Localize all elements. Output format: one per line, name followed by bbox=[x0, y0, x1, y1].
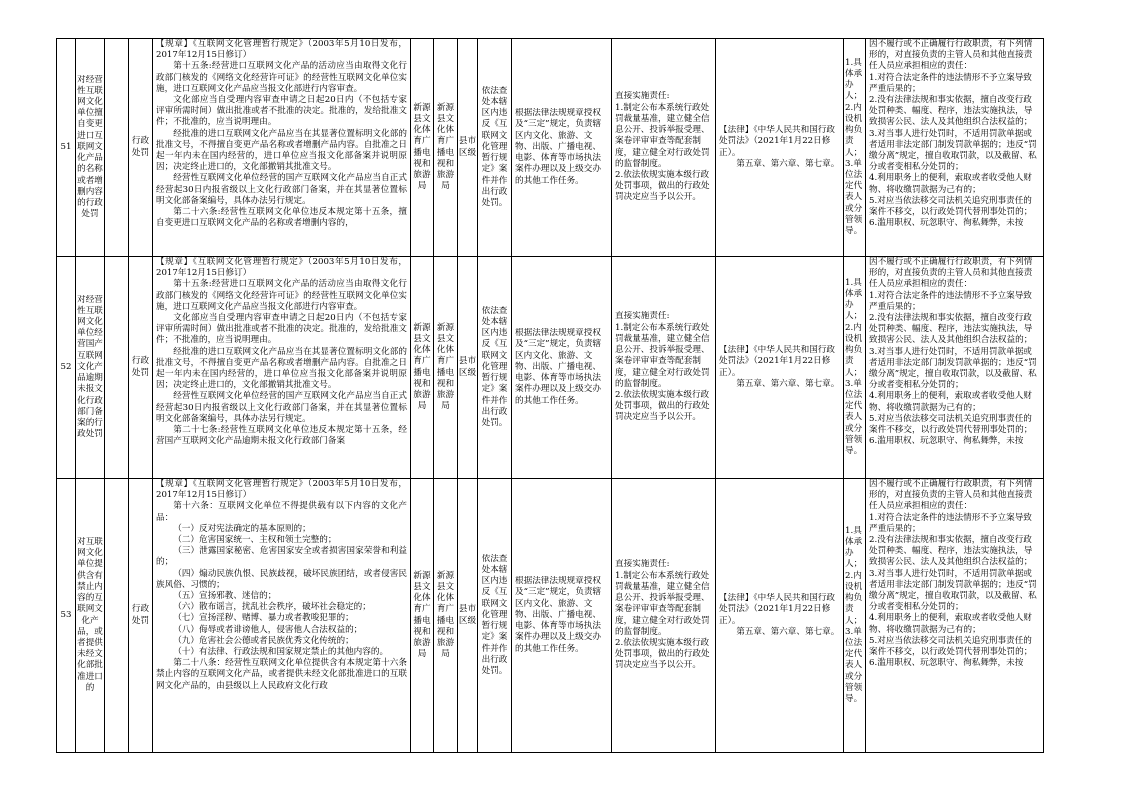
row-number: 52 bbox=[57, 257, 76, 479]
accountability-line: 因不履行或不正确履行行政职责，有下列情形的，对直接负责的主管人员和其他直接责任人员应承担相应的责任： bbox=[869, 39, 1033, 72]
law-title: 【法律】《中华人民共和国行政处罚法》（2021年1月22日修正）。 bbox=[719, 345, 836, 378]
sub-item-cell bbox=[105, 479, 129, 753]
duty-content: 根据法律法规规章授权及“三定”规定，负责辖区内文化、旅游、文物、出版、广播电视、电影、体育等市场执法案件办理以及上级交办的其他工作任务。 bbox=[512, 257, 612, 479]
accountability-line: 6.滥用职权、玩忽职守、徇私舞弊，未按 bbox=[869, 436, 1024, 447]
exercise-ground: 依法查处本辖区内违反《互联网文化管理暂行规定》案件并作出行政处罚。 bbox=[478, 257, 512, 479]
responsible-subject: 1.具体承办人；2.内设机构负责人；3.单位法定代表人或分管领导。 bbox=[844, 479, 866, 753]
responsibility-item: 2.依法依规实施本级行政处罚事项，做出的行政处罚决定应当予以公开。 bbox=[615, 169, 710, 203]
accountability-line: 6.滥用职权、玩忽职守、徇私舞弊，未按 bbox=[869, 658, 1024, 669]
accountability-line: 1.对符合法定条件的违法情形不予立案导致严重后果的； bbox=[869, 290, 1032, 312]
legal-basis-line: （四）煽动民族仇恨、民族歧视，破坏民族团结，或者侵害民族风俗、习惯的； bbox=[156, 568, 407, 590]
responsibility-item: 2.依法依规实施本级行政处罚事项，做出的行政处罚决定应当予以公开。 bbox=[615, 637, 710, 671]
legal-basis-line: （六）散布谣言，扰乱社会秩序，破坏社会稳定的； bbox=[173, 602, 371, 613]
law-title: 【法律】《中华人民共和国行政处罚法》（2021年1月22日修正）。 bbox=[719, 593, 836, 626]
accountability-line: 1.对符合法定条件的违法情形不予立案导致严重后果的； bbox=[869, 512, 1032, 534]
exercise-level: 县市区级 bbox=[458, 479, 478, 753]
implementing-department: 新源县文化体育广播电视和旅游局 bbox=[411, 257, 434, 479]
accountability-line: 5.对应当依法移交司法机关追究刑事责任的案件不移交，以行政处罚代替刑事处罚的； bbox=[869, 195, 1033, 218]
item-type: 行政处罚 bbox=[129, 39, 153, 257]
accountability-line: 因不履行或不正确履行行政职责，有下列情形的，对直接负责的主管人员和其他直接责任人员应承担相应的责任： bbox=[869, 257, 1033, 290]
legal-basis-line: 第二十八条：经营性互联网文化单位提供含有本规定第十六条禁止内容的互联网文化产品，或者提供未经文化部批准进口的互联网文化产品的，由县级以上人民政府文化行政 bbox=[156, 658, 407, 691]
legal-basis-line: 第十五条:经营进口互联网文化产品的活动应当由取得文化行政部门核发的《网络文化经营许可证》的经营性互联网文化单位实施，进口互联网文化产品应当报文化部进行内容审查。 bbox=[156, 61, 407, 94]
responsibility-matter bbox=[612, 479, 716, 753]
table-row bbox=[57, 257, 1044, 479]
legal-basis-line: （三）泄露国家秘密、危害国家安全或者损害国家荣誉和利益的； bbox=[156, 546, 407, 568]
responsibility-matter bbox=[612, 257, 716, 479]
sub-item-cell bbox=[105, 39, 129, 257]
item-name: 对经营性互联网文化单位擅自变更进口互联网文化产品的名称或者增删内容的行政处罚 bbox=[77, 74, 103, 220]
legal-basis-line: 【规章】《互联网文化管理暂行规定》（2003年5月10日发布，2017年12月15日修订） bbox=[156, 257, 407, 279]
legal-basis-line: 第十五条:经营进口互联网文化产品的活动应当由取得文化行政部门核发的《网络文化经营许可证》的经营性互联网文化单位实施，进口互联网文化产品应当报文化部进行内容审查。 bbox=[156, 279, 407, 312]
responsible-subject: 1.具体承办人；2.内设机构负责人；3.单位法定代表人或分管领导。 bbox=[844, 257, 866, 479]
law-chapters: 第五章、第六章、第七章。 bbox=[736, 378, 840, 389]
legal-basis-line: 经营性互联网文化单位经营的国产互联网文化产品应当自正式经营起30日内报省级以上文化行政部门备案，并在其显著位置标明文化部备案编号，具体办法另行规定。 bbox=[156, 173, 407, 206]
legal-basis-line: 【规章】《互联网文化管理暂行规定》（2003年5月10日发布，2017年12月15日修订） bbox=[156, 479, 407, 501]
item-name-cell bbox=[76, 257, 105, 479]
accountability-line: 2.没有法律法规和事实依据，擅自改变行政处罚种类、幅度、程序，违法实施执法，导致损害公民、法人及其他组织合法权益的； bbox=[869, 95, 1033, 128]
responsibility-item: 1.制定公布本系统行政处罚裁量基准，建立健全信息公开、投诉举报受理、案卷评审审查等配套制度，建立健全对行政处罚的监督制度。 bbox=[615, 570, 710, 637]
legal-basis-line: （十）有法律、行政法规和国家规定禁止的其他内容的。 bbox=[173, 647, 389, 658]
accountability-situation bbox=[866, 479, 1044, 753]
accountability-line: 4.利用职务上的便利，索取或者收受他人财物、将收缴罚款据为己有的； bbox=[869, 391, 1032, 413]
responsible-subject: 1.具体承办人；2.内设机构负责人；3.单位法定代表人或分管领导。 bbox=[844, 39, 866, 257]
table-row bbox=[57, 479, 1044, 753]
legal-basis-line: （七）宣扬淫秽、赌博、暴力或者教唆犯罪的； bbox=[173, 613, 354, 624]
responsibility-item: 1.制定公布本系统行政处罚裁量基准，建立健全信息公开、投诉举报受理、案卷评审审查等配套制度，建立健全对行政处罚的监督制度。 bbox=[615, 102, 710, 169]
legal-basis-line: （五）宣扬邪教、迷信的； bbox=[173, 591, 277, 602]
table-row bbox=[57, 39, 1044, 257]
exercise-level: 县市区级 bbox=[458, 257, 478, 479]
responsibility-title: 直接实施责任: bbox=[615, 559, 670, 570]
legal-basis-line: （二）危害国家统一、主权和领土完整的； bbox=[173, 535, 337, 546]
row-number: 53 bbox=[57, 479, 76, 753]
legal-basis-line: 经批准的进口互联网文化产品应当在其显著位置标明文化部的批准文号，不得擅自变更产品名称或者增删产品内容。自批准之日起一年内未在国内经营的，进口单位应当报文化部备案并说明原因；决定终止进口的，文化部撤销其批准文号。 bbox=[156, 128, 407, 173]
accountability-situation bbox=[866, 257, 1044, 479]
accountability-line: 2.没有法律法规和事实依据，擅自改变行政处罚种类、幅度、程序，违法实施执法，导致损害公民、法人及其他组织合法权益的； bbox=[869, 535, 1033, 568]
row-number: 51 bbox=[57, 39, 76, 257]
legal-basis-line: 第十六条：互联网文化单位不得提供载有以下内容的文化产品： bbox=[156, 501, 407, 523]
accountability-line: 2.没有法律法规和事实依据，擅自改变行政处罚种类、幅度、程序，违法实施执法，导致损害公民、法人及其他组织合法权益的； bbox=[869, 313, 1033, 346]
accountability-line: 6.滥用职权、玩忽职守、徇私舞弊，未按 bbox=[869, 218, 1024, 229]
item-name: 对互联网文化单位提供含有禁止内容的互联网文化产品，或者提供未经文化部批准进口的 bbox=[77, 537, 103, 693]
responsibility-title: 直接实施责任: bbox=[615, 311, 670, 322]
item-name-cell bbox=[76, 479, 105, 753]
item-type: 行政处罚 bbox=[129, 257, 153, 479]
accountability-line: 4.利用职务上的便利，索取或者收受他人财物、将收缴罚款据为己有的； bbox=[869, 173, 1032, 195]
legal-basis-line: 第二十六条:经营性互联网文化单位违反本规定第十五条，擅自变更进口互联网文化产品的名称或者增删内容的， bbox=[156, 207, 407, 229]
implementing-department: 新源县文化体育广播电视和旅游局 bbox=[411, 479, 434, 753]
responsible-department: 新源县文化体育广播电视和旅游局 bbox=[434, 257, 458, 479]
accountability-law bbox=[716, 257, 844, 479]
item-name-cell bbox=[76, 39, 105, 257]
responsibility-item: 1.制定公布本系统行政处罚裁量基准，建立健全信息公开、投诉举报受理、案卷评审审查等配套制度，建立健全对行政处罚的监督制度。 bbox=[615, 322, 710, 389]
exercise-ground: 依法查处本辖区内违反《互联网文化管理暂行规定》案件并作出行政处罚。 bbox=[478, 479, 512, 753]
legal-basis-cell bbox=[153, 479, 411, 753]
sub-item-cell bbox=[105, 257, 129, 479]
responsible-department: 新源县文化体育广播电视和旅游局 bbox=[434, 479, 458, 753]
exercise-level: 县市区级 bbox=[458, 39, 478, 257]
accountability-line: 5.对应当依法移交司法机关追究刑事责任的案件不移交，以行政处罚代替刑事处罚的； bbox=[869, 413, 1033, 436]
legal-basis-cell bbox=[153, 257, 411, 479]
accountability-line: 3.对当事人进行处罚时，不适用罚款单据或者适用非法定部门制发罚款单据的；违反“罚缴分离”规定，擅自收取罚款，以及截留、私分或者变相私分处罚的； bbox=[869, 128, 1037, 173]
responsibility-matter bbox=[612, 39, 716, 257]
law-chapters: 第五章、第六章、第七章。 bbox=[736, 626, 840, 637]
power-list-table bbox=[56, 38, 1044, 753]
legal-basis-line: （九）危害社会公德或者民族优秀文化传统的； bbox=[173, 635, 354, 646]
accountability-line: 4.利用职务上的便利，索取或者收受他人财物、将收缴罚款据为己有的； bbox=[869, 613, 1032, 635]
duty-content: 根据法律法规规章授权及“三定”规定，负责辖区内文化、旅游、文物、出版、广播电视、电影、体育等市场执法案件办理以及上级交办的其他工作任务。 bbox=[512, 479, 612, 753]
responsibility-item: 2.依法依规实施本级行政处罚事项，做出的行政处罚决定应当予以公开。 bbox=[615, 389, 710, 423]
legal-basis-line: 经营性互联网文化单位经营的国产互联网文化产品应当自正式经营起30日内报省级以上文化行政部门备案，并在其显著位置标明文化部备案编号，具体办法另行规定。 bbox=[156, 391, 407, 424]
legal-basis-line: 文化部应当自受理内容审查申请之日起20日内（不包括专家评审所需时间）做出批准或者不批准的决定。批准的，发给批准文件；不批准的，应当说明理由。 bbox=[156, 313, 407, 346]
exercise-ground: 依法查处本辖区内违反《互联网文化管理暂行规定》案件并作出行政处罚。 bbox=[478, 39, 512, 257]
accountability-line: 1.对符合法定条件的违法情形不予立案导致严重后果的； bbox=[869, 72, 1032, 94]
responsible-department: 新源县文化体育广播电视和旅游局 bbox=[434, 39, 458, 257]
law-chapters: 第五章、第六章、第七章。 bbox=[736, 158, 840, 169]
legal-basis-line: 第二十七条:经营性互联网文化单位违反本规定第十五条，经营国产互联网文化产品逾期未报文化行政部门备案 bbox=[156, 425, 407, 447]
implementing-department: 新源县文化体育广播电视和旅游局 bbox=[411, 39, 434, 257]
responsibility-title: 直接实施责任: bbox=[615, 91, 670, 102]
legal-basis-line: （一）反对宪法确定的基本原则的； bbox=[173, 523, 311, 534]
accountability-line: 因不履行或不正确履行行政职责，有下列情形的，对直接负责的主管人员和其他直接责任人员应承担相应的责任： bbox=[869, 479, 1033, 512]
accountability-line: 5.对应当依法移交司法机关追究刑事责任的案件不移交，以行政处罚代替刑事处罚的； bbox=[869, 635, 1033, 658]
legal-basis-line: 经批准的进口互联网文化产品应当在其显著位置标明文化部的批准文号，不得擅自变更产品名称或者增删产品内容。自批准之日起一年内未在国内经营的，进口单位应当报文化部备案并说明原因；决定终止进口的，文化部撤销其批准文号。 bbox=[156, 346, 407, 391]
accountability-law bbox=[716, 479, 844, 753]
legal-basis-line: 【规章】《互联网文化管理暂行规定》（2003年5月10日发布，2017年12月15日修订） bbox=[156, 39, 407, 61]
item-type: 行政处罚 bbox=[129, 479, 153, 753]
law-title: 【法律】《中华人民共和国行政处罚法》（2021年1月22日修正）。 bbox=[719, 125, 836, 158]
accountability-situation bbox=[866, 39, 1044, 257]
legal-basis-line: （八）侮辱或者诽谤他人，侵害他人合法权益的； bbox=[173, 624, 363, 635]
legal-basis-line: 文化部应当自受理内容审查申请之日起20日内（不包括专家评审所需时间）做出批准或者不批准的决定。批准的，发给批准文件；不批准的，应当说明理由。 bbox=[156, 95, 407, 128]
item-name: 对经营性互联网文化单位经营国产互联网文化产品逾期未报文化行政部门备案的行政处罚 bbox=[77, 294, 103, 440]
legal-basis-cell bbox=[153, 39, 411, 257]
accountability-line: 3.对当事人进行处罚时，不适用罚款单据或者适用非法定部门制发罚款单据的；违反“罚缴分离”规定，擅自收取罚款，以及截留、私分或者变相私分处罚的； bbox=[869, 346, 1037, 391]
accountability-law bbox=[716, 39, 844, 257]
duty-content: 根据法律法规规章授权及“三定”规定，负责辖区内文化、旅游、文物、出版、广播电视、电影、体育等市场执法案件办理以及上级交办的其他工作任务。 bbox=[512, 39, 612, 257]
accountability-line: 3.对当事人进行处罚时，不适用罚款单据或者适用非法定部门制发罚款单据的；违反“罚缴分离”规定，擅自收取罚款，以及截留、私分或者变相私分处罚的； bbox=[869, 568, 1037, 613]
